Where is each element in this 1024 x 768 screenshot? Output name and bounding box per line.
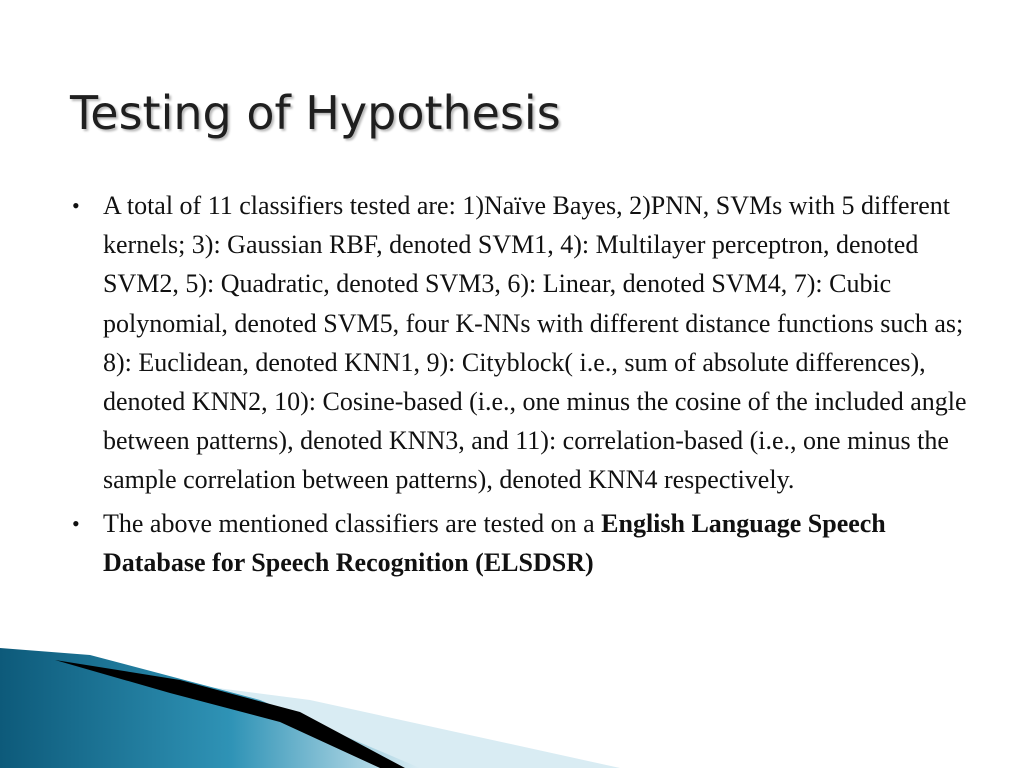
decor-blue-band [0,648,420,768]
database-name: English Language Speech Database for Speech Recognition (ELSDSR) [103,508,886,577]
decor-black-line [55,660,405,768]
bullet-marker: • [72,193,80,218]
bullet-marker: • [72,510,80,536]
bullet-list [72,186,972,586]
bullet-item-classifiers [72,186,972,500]
bullet-item-database [72,504,972,582]
decor-light-band [0,660,620,768]
slide-title: Testing of Hypothesis [70,86,561,140]
bullet-text: The above mentioned classifiers are tested on a [103,508,602,538]
bullet-text: A total of 11 classifiers tested are: 1)Naïve Bayes, 2)PNN, SVMs with 5 different kernels; 3): Gaussian RBF, denoted SVM1, 4): Multilayer perceptron, denoted SVM2, 5): Quadratic, denoted SVM3, 6): Linear, denoted SVM4, 7): Cubic polynomial, denoted SVM5, four K-NNs with different distance functions such as; 8): Euclidean, denoted KNN1, 9): Cityblock( i.e., sum of absolute differences), denoted KNN2, 10): Cosine-based (i.e., one minus the cosine of the included angle between patterns), denoted KNN3, and 11): correlation-based (i.e., one minus the sample correlation between patterns), denoted KNN4 respectively. [103,191,967,495]
